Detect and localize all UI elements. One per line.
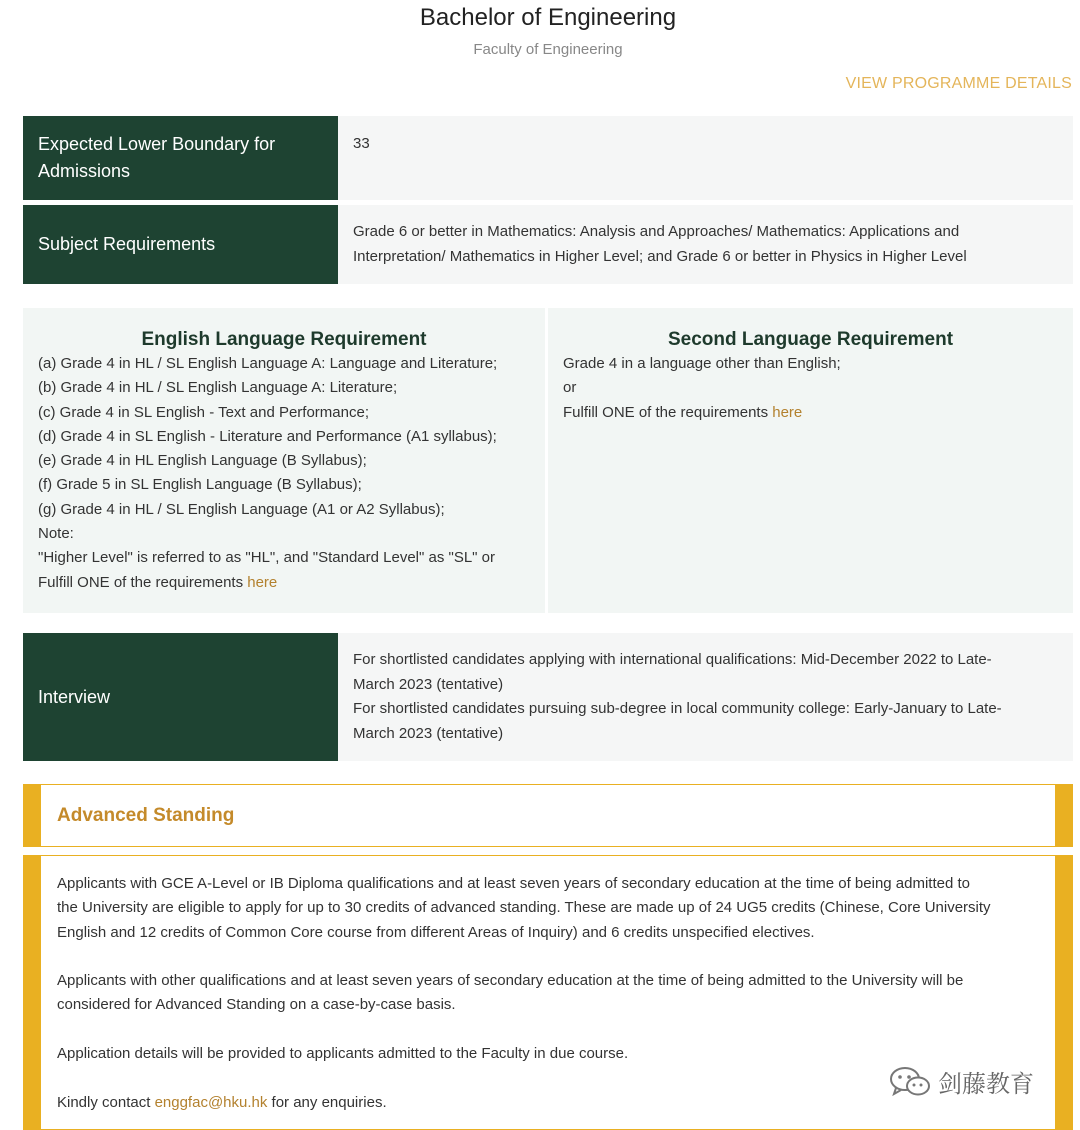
subject-requirements-row	[23, 205, 1073, 284]
advanced-standing-header[interactable]	[23, 784, 1073, 847]
paragraph-line: Applicants with other qualifications and at least seven years of secondary education at the time of being admitted to the University will be	[57, 972, 964, 990]
advanced-standing-paragraph-3: Application details will be provided to applicants admitted to the Faculty in due course.	[57, 1045, 629, 1063]
english-requirement-line: (c) Grade 4 in SL English - Text and Performance;	[38, 403, 369, 421]
watermark-text: 剑藤教育	[938, 1071, 1034, 1098]
subject-requirements-value	[338, 205, 1073, 284]
lower-boundary-row	[23, 116, 1073, 200]
lower-boundary-label: Expected Lower Boundary for Admissions	[23, 116, 338, 200]
advanced-standing-paragraph-1	[57, 872, 1039, 945]
english-requirement-box	[23, 308, 545, 613]
paragraph-line: considered for Advanced Standing on a case-by-case basis.	[57, 996, 456, 1014]
interview-line: For shortlisted candidates pursuing sub-degree in local community college: Early-January to Late-	[353, 700, 1002, 717]
interview-line: March 2023 (tentative)	[353, 675, 504, 693]
paragraph-line: English and 12 credits of Common Core course from different Areas of Inquiry) and 6 credits unspecified electives.	[57, 923, 815, 941]
english-requirement-line: (b) Grade 4 in HL / SL English Language A: Literature;	[38, 379, 398, 397]
advanced-standing-title: Advanced Standing	[57, 804, 235, 826]
contact-text: Kindly contact	[57, 1093, 155, 1111]
english-requirement-line: (a) Grade 4 in HL / SL English Language A: Language and Literature;	[38, 355, 498, 372]
second-language-line: Grade 4 in a language other than English;	[563, 355, 841, 372]
interview-label: Interview	[23, 633, 338, 761]
lower-boundary-value: 33	[338, 116, 1073, 200]
english-requirement-line: "Higher Level" is referred to as "HL", and "Standard Level" as "SL" or	[38, 549, 495, 567]
subject-requirements-line: Interpretation/ Mathematics in Higher Level; and Grade 6 or better in Physics in Higher Level	[353, 247, 967, 265]
wechat-icon	[888, 1065, 932, 1099]
english-requirement-line: (f) Grade 5 in SL English Language (B Syllabus);	[38, 476, 362, 494]
second-language-requirement-title: Second Language Requirement	[667, 329, 954, 350]
english-requirement-line: Note:	[38, 525, 74, 543]
subject-requirements-label: Subject Requirements	[23, 205, 338, 284]
second-language-here-link[interactable]: here	[772, 403, 803, 421]
page-title: Bachelor of Engineering	[419, 4, 677, 31]
second-language-requirement-box	[548, 308, 1073, 613]
contact-email-link[interactable]: enggfac@hku.hk	[154, 1093, 268, 1111]
paragraph-line: the University are eligible to apply for up to 30 credits of advanced standing. These are made up of 24 UG5 credits (Chinese, Core University	[57, 899, 991, 917]
english-requirement-line: (d) Grade 4 in SL English - Literature and Performance (A1 syllabus);	[38, 427, 497, 445]
paragraph-line: Applicants with GCE A-Level or IB Diploma qualifications and at least seven years of secondary education at the time of being admitted to	[57, 875, 971, 892]
page-subtitle: Faculty of Engineering	[473, 41, 623, 58]
view-programme-details-link[interactable]: VIEW PROGRAMME DETAILS	[845, 75, 1072, 92]
english-requirement-title: English Language Requirement	[141, 329, 427, 350]
interview-line: March 2023 (tentative)	[353, 724, 504, 742]
english-requirement-line: (e) Grade 4 in HL English Language (B Syllabus);	[38, 452, 367, 470]
second-language-fulfill-line	[563, 401, 1058, 425]
english-requirement-line: (g) Grade 4 in HL / SL English Language (A1 or A2 Syllabus);	[38, 500, 445, 518]
language-requirements	[23, 308, 1073, 613]
watermark	[888, 1064, 1034, 1099]
english-fulfill-text: Fulfill ONE of the requirements	[38, 573, 248, 591]
second-language-fulfill-text: Fulfill ONE of the requirements	[563, 403, 773, 421]
subject-requirements-line: Grade 6 or better in Mathematics: Analysis and Approaches/ Mathematics: Applications and	[353, 223, 960, 240]
interview-row	[23, 633, 1073, 761]
interview-line: For shortlisted candidates applying with international qualifications: Mid-December 2022 to Late-	[353, 651, 992, 668]
english-fulfill-line	[38, 571, 530, 595]
second-language-line: or	[563, 379, 577, 397]
contact-text: for any enquiries.	[267, 1093, 387, 1111]
advanced-standing-paragraph-2	[57, 969, 1039, 1018]
interview-value	[338, 633, 1073, 761]
english-here-link[interactable]: here	[247, 573, 278, 591]
